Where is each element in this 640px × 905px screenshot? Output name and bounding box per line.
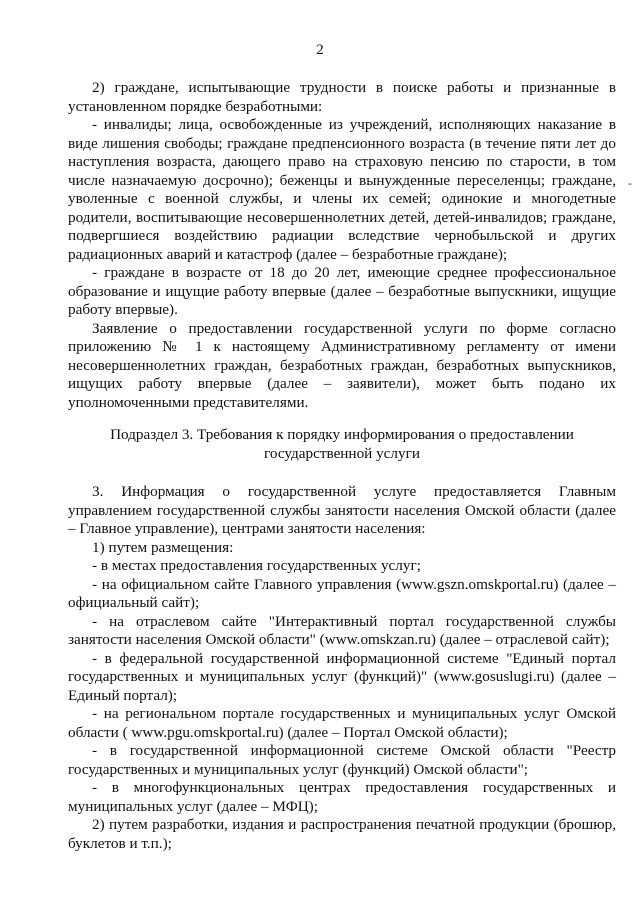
subsection-heading [68,426,616,463]
subsection-heading-line-2: государственной услуги [264,444,420,462]
paragraph: - в местах предоставления государственных услуг; [92,557,421,574]
paragraph: 3. Информация о государственной услуге предоставляется Главным управлением государственной службы занятости населения Омской области (далее – Главное управление), центрами занятости населения: [68,483,616,537]
paragraph: - на официальном сайте Главного управления (www.gszn.omskportal.ru) (далее – официальный сайт); [68,575,616,611]
paragraph: - в государственной информационной системе Омской области "Реестр государственных и муниципальных услуг (функций) Омской области"; [68,742,616,778]
page-number: 2 [316,42,324,58]
paragraph: 2) граждане, испытывающие трудности в поиске работы и признанные в установленном порядке безработными: [68,79,616,115]
paragraph: Заявление о предоставлении государственной услуги по форме согласно приложению № 1 к настоящему Административному регламенту от имени несовершеннолетних граждан, безработных граждан, безработных выпускников, ищущих работу впервые (далее – заявители), может быть подано их уполномоченными представителями. [68,319,616,411]
paragraph: - в федеральной государственной информационной системе "Единый портал государственных и муниципальных услуг (функций)" (www.gosuslugi.ru) (далее – Единый портал); [68,649,616,704]
margin-mark: - [628,176,632,190]
paragraph: - в многофункциональных центрах предоставления государственных и муниципальных услуг (далее – МФЦ); [68,779,616,815]
paragraph: - на региональном портале государственных и муниципальных услуг Омской области ( www.pgu.omskportal.ru) (далее – Портал Омской области); [68,705,616,741]
paragraph: - граждане в возрасте от 18 до 20 лет, имеющие среднее профессиональное образование и ищущие работу впервые (далее – безработные выпускники, ищущие работу впервые). [68,264,616,318]
subsection-heading-line-1: Подраздел 3. Требования к порядку информирования о предоставлении [110,426,574,443]
paragraph: 2) путем разработки, издания и распространения печатной продукции (брошюр, буклетов и т.п.); [68,816,616,852]
paragraph: - на отраслевом сайте "Интерактивный портал государственной службы занятости населения Омской области" (www.omskzan.ru) (далее – отраслевой сайт); [68,612,616,648]
section-informing [68,483,616,853]
section-recipients [68,79,616,412]
paragraph: 1) путем размещения: [92,538,234,556]
paragraph: - инвалиды; лица, освобожденные из учреждений, исполняющих наказание в виде лишения свободы; граждане предпенсионного возраста (в течение пяти лет до наступления возраста, дающего право на страховую пенсию по старости, в том числе назначаемую досрочно); беженцы и вынужденные переселенцы; граждане, уволенные с военной службы, и члены их семей; одинокие и многодетные родители, воспитывающие несовершеннолетних детей, детей-инвалидов; граждане, подвергшиеся воздействию радиации вследствие чернобыльской и других радиационных аварий и катастроф (далее – безработные граждане); [68,116,616,263]
